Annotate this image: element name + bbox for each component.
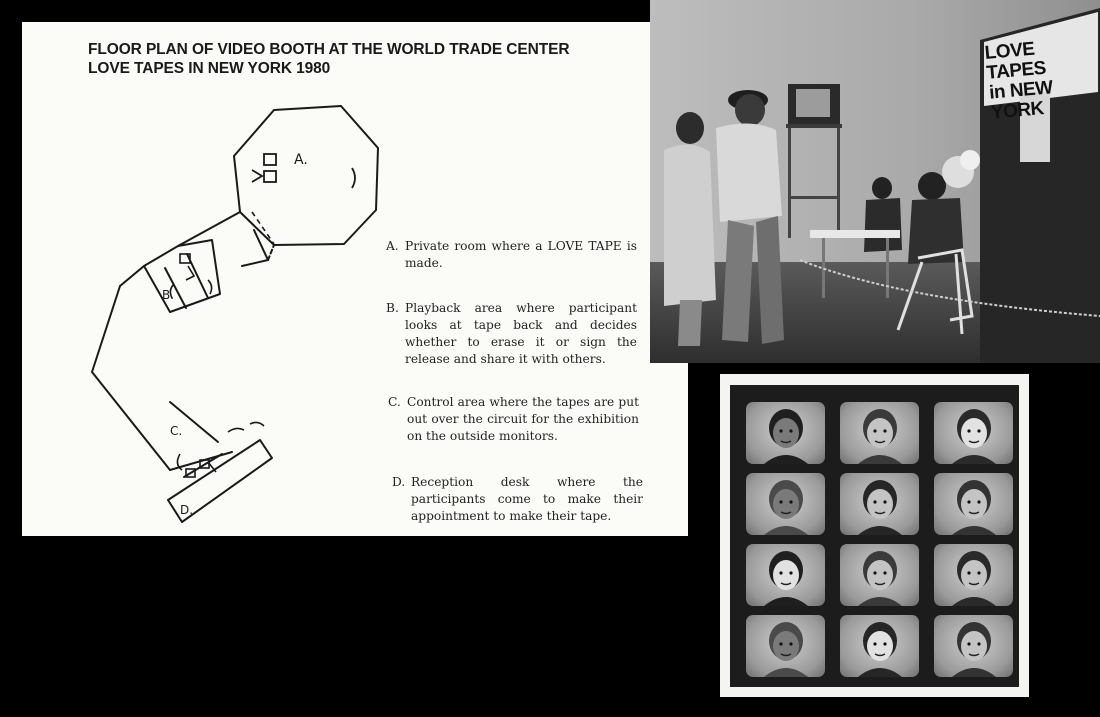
west-wall [92,286,170,470]
tv-monitor-face [934,402,1013,464]
tv-monitor-face [840,544,919,606]
legend-text: Control area where the tapes are put out over the circuit for the exhibition on the outside monitors. [407,395,639,443]
floor-plan-drawing [22,22,688,536]
legend-letter: B. [386,301,399,315]
legend-letter: A. [386,239,399,253]
sign-line-1: LOVE TAPES [983,38,1047,84]
tv-monitor-face [746,544,825,606]
monitor-faces-print [720,374,1029,697]
tv-monitor-face [746,473,825,535]
label-room-a: A. [294,152,308,168]
legend-text: Private room where a LOVE TAPE is made. [405,239,637,270]
tv-monitor-face [746,615,825,677]
label-room-c: C. [170,424,183,438]
tv-monitor-face [934,615,1013,677]
legend-letter: D. [392,475,406,489]
exhibition-photo [650,0,1100,363]
tv-monitor-face [934,473,1013,535]
floor-plan-page [22,22,688,536]
title-line-2: LOVE TAPES IN NEW YORK 1980 [88,60,331,77]
tv-monitor-face [934,544,1013,606]
love-tapes-sign [984,34,1100,123]
title-line-1: FLOOR PLAN OF VIDEO BOOTH AT THE WORLD TRADE CENTER [88,41,570,58]
room-a-outline [234,106,378,245]
tv-monitor-face [840,402,919,464]
monitor-grid [730,385,1019,687]
tv-monitor-face [840,473,919,535]
legend-text: Playback area where participant looks at tape back and decides whether to erase it or sign the release and share it with others. [405,301,637,366]
legend-text: Reception desk where the participants come to make their appointment to make their tape. [411,475,643,523]
corridor-a-b-lower [254,230,268,260]
label-room-b: B. [162,288,175,302]
label-room-d: D. [180,503,194,517]
tv-monitor-face [840,615,919,677]
sign-line-2: in NEW YORK [988,77,1054,124]
tv-monitor-face [746,402,825,464]
legend-letter: C. [388,395,401,409]
